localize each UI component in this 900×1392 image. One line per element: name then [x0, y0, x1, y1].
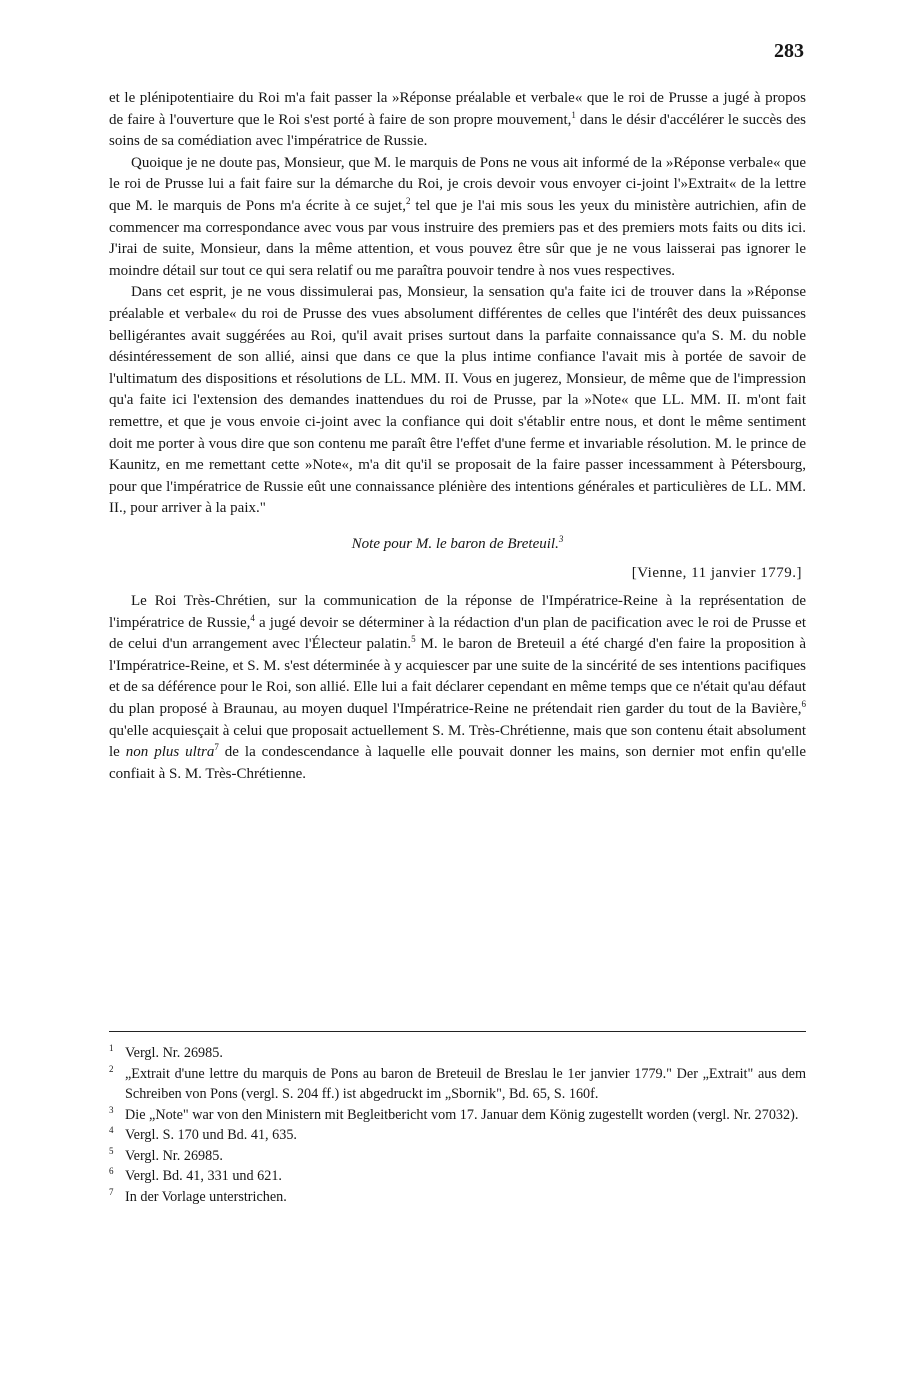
footnote-3: 3 Die „Note" war von den Ministern mit Begleitbericht vom 17. Januar dem König zugestellt worden (vergl. Nr. 27032). [109, 1104, 799, 1123]
paragraph-2-text-b: tel que je l'ai mis sous les yeux du ministère autrichien, afin de commencer ma correspondance avec vous par vous instruire des premiers pas et des premiers mots faits ou dits ici. J'irai de suite, Monsieur, dans la même attention, et vous pouvez être sûr que je ne vous laisserai pas ignorer le moindre détail sur tout ce qui sera relatif ou me paraîtra pouvoir tendre à nos vues respectives. [109, 197, 807, 279]
footnote-ref-3: 3 [558, 533, 564, 544]
footnote-5: 5 Vergl. Nr. 26985. [109, 1145, 223, 1164]
footnote-ref-7: 7 [214, 742, 219, 753]
paragraph-1-text-b: dans le désir d'accélérer le succès des soins de sa comédiation avec l'impératrice de Russie. [109, 111, 806, 150]
paragraph-4-text-a: Le Roi Très-Chrétien, sur la communication de la réponse de l'Impératrice-Reine à la représentation de l'impératrice de Russie, [109, 593, 806, 631]
paragraph-4-text-d: qu'elle acquiesçait à celui que proposait actuellement S. M. Très-Chrétienne, mais que son contenu était absolument le [109, 722, 806, 761]
footnote-2: 2 „Extrait d'une lettre du marquis de Pons au baron de Breteuil de Breslau le 1er janvier 1779." Der „Extrait" aus dem Schreiben von Pons (vergl. S. 204 ff.) ist abgedruckt im „Sbornik", Bd. 65, S. 160f. [109, 1063, 806, 1102]
page-number: 283 [774, 40, 804, 62]
paragraph-1-text-a: et le plénipotentiaire du Roi m'a fait passer la »Réponse préalable et verbale« que le roi de Prusse a jugé à propos de faire à l'ouverture que le Roi s'est porté à faire de son propre mouvement, [109, 90, 806, 128]
note-title-text: Note pour M. le baron de Breteuil. [351, 535, 559, 552]
footnote-ref-6: 6 [801, 699, 806, 710]
main-text [109, 88, 806, 785]
note-title [109, 534, 806, 556]
footnote-ref-1: 1 [571, 109, 576, 120]
footnote-7: 7 In der Vorlage unterstrichen. [109, 1186, 287, 1205]
paragraph-4-emphasis: non plus ultra [125, 744, 215, 761]
footnote-divider [109, 1031, 806, 1032]
footnote-ref-4: 4 [250, 612, 255, 623]
paragraph-4 [109, 591, 806, 785]
paragraph-3: Dans cet esprit, je ne vous dissimulerai pas, Monsieur, la sensation qu'a faite ici de trouver dans la »Réponse préalable et verbale« du roi de Prusse des vues absolument différentes de celles que l'intérêt des deux puissances belligérantes avait suggérées au Roi, qu'il avait prises surtout dans la parfaite connaissance qu'a S. M. du noble désintéressement de son allié, ainsi que dans ce que la plus intime confiance l'avait mis à portée de savoir de l'ultimatum des dispositions et résolutions de LL. MM. II. Vous en jugerez, Monsieur, de même que de l'impression qu'a faite ici l'extension des demandes inattendues du roi de Prusse, par la »Note« que LL. MM. II. m'ont fait remettre, et que je vous envoie ci-joint avec la confiance qui doit s'établir entre nous, et dont le même sentiment doit me porter à vous dire que son contenu me paraît être l'effet d'une ferme et invariable résolution. M. le prince de Kaunitz, en me remettant cette »Note«, m'a dit qu'il se proposait de la faire passer incessamment à Pétersbourg, pour que l'impératrice de Russie eût une connaissance plénière des intentions générales et particulières de LL. MM. II., pour arriver à la paix." [109, 284, 806, 517]
footnote-ref-2: 2 [405, 195, 411, 206]
footnote-text: „Extrait d'une lettre du marquis de Pons au baron de Breteuil de Breslau le 1er janvier 1779." Der „Extrait" aus dem Schreiben von Pons (vergl. S. 204 ff.) ist abgedruckt im „Sbornik", Bd. 65, S. 160f. [125, 1065, 806, 1102]
paragraph-4-text-e: de la condescendance à laquelle elle pouvait donner les mains, son dernier mot enfin qu'elle confiait à S. M. Très-Chrétienne. [109, 744, 806, 782]
footnote-text: Vergl. Nr. 26985. [125, 1147, 223, 1164]
footnote-4: 4 Vergl. S. 170 und Bd. 41, 635. [109, 1125, 297, 1143]
footnote-text: Vergl. Nr. 26985. [125, 1045, 223, 1061]
footnote-ref-5: 5 [411, 634, 416, 645]
footnote-text: Vergl. S. 170 und Bd. 41, 635. [125, 1127, 297, 1143]
footnote-6: 6 Vergl. Bd. 41, 331 und 621. [109, 1166, 282, 1184]
footnote-text: Vergl. Bd. 41, 331 und 621. [125, 1168, 282, 1184]
paragraph-4-text-c: M. le baron de Breteuil a été chargé d'en faire la proposition à l'Impératrice-Reine, et S. M. s'est déterminée à y acquiescer par une suite de la sincérité de ses intentions pacifiques et de sa déférence pour le Roi, son allié. Elle lui a fait déclarer cependant en même temps que ce n'était qu'au défaut du plan proposé à Braunau, au moyen duquel l'Impératrice-Reine ne prétendait rien garder du tout de la Bavière, [109, 636, 807, 718]
paragraph-1 [109, 88, 806, 153]
footnote-text: Die „Note" war von den Ministern mit Begleitbericht vom 17. Januar dem König zugestellt worden (vergl. Nr. 27032). [125, 1106, 799, 1123]
footnote-1: 1 Vergl. Nr. 26985. [109, 1043, 223, 1061]
paragraph-2 [109, 153, 806, 283]
paragraph-2-text-a: Quoique je ne doute pas, Monsieur, que M. le marquis de Pons ne vous ait informé de la »Réponse verbale« que le roi de Prusse lui a fait faire sur la démarche du Roi, je crois devoir vous envoyer ci-joint l'»Extrait« de la lettre que M. le marquis de Pons m'a écrite à ce sujet, [109, 154, 806, 214]
footnote-text: In der Vorlage unterstrichen. [125, 1188, 287, 1205]
footnotes [109, 1043, 806, 1207]
dateline: [Vienne, 11 janvier 1779.] [631, 565, 802, 582]
paragraph-4-text-b: a jugé devoir se déterminer à la rédaction d'un plan de pacification avec le roi de Prusse et de celui d'un arrangement avec l'Électeur palatin. [109, 614, 806, 653]
